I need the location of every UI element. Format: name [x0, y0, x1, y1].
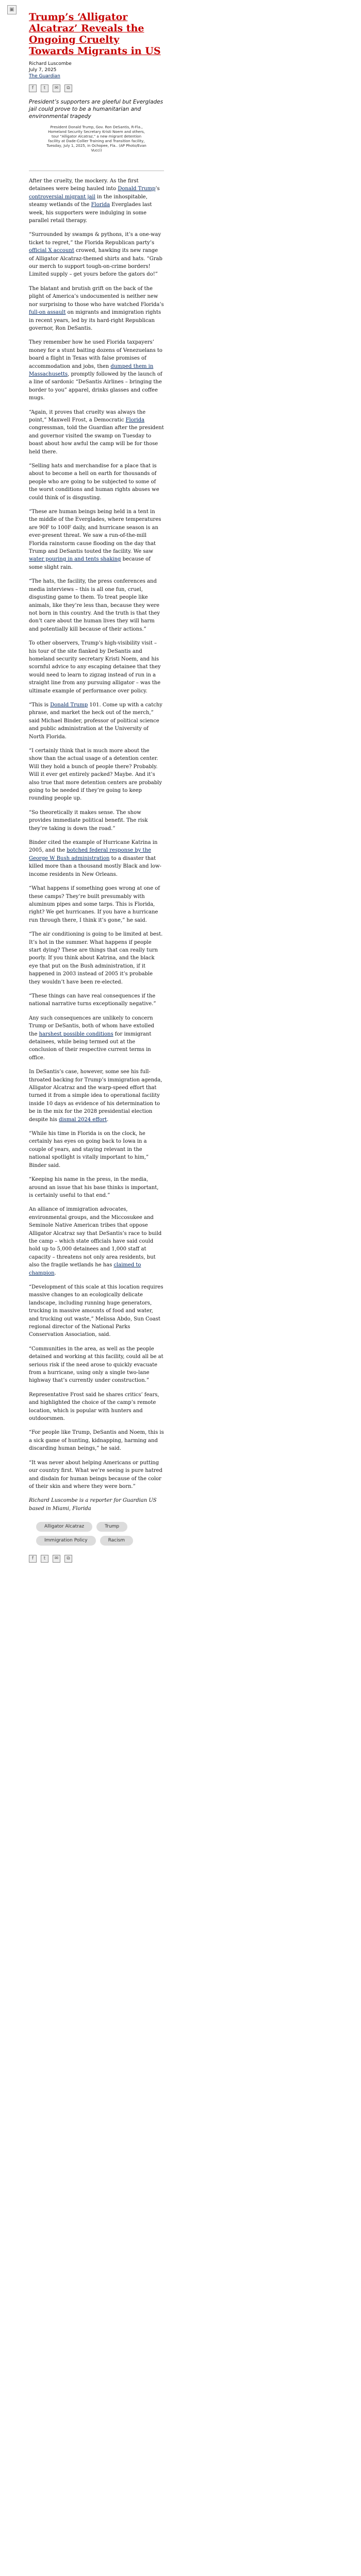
article-standfirst: President’s supporters are gleeful but Everglades jail could prove to be a humanitarian and environmental tragedy — [29, 99, 163, 120]
twitter-icon[interactable]: t — [41, 1555, 48, 1563]
inline-link[interactable]: claimed to champion — [29, 1262, 141, 1276]
paragraph-text: Representative Frost said he shares critics’ fears, and highlighted the choice of the camp’s remote location, which is popular with hunters and outdoorsmen. — [29, 1392, 159, 1422]
article-paragraph — [29, 639, 164, 695]
article-headline[interactable]: Trump’s ‘Alligator Alcatraz’ Reveals the Ongoing Cruelty Towards Migrants in US — [29, 11, 161, 57]
paragraph-text: “It was never about helping Americans or putting our country first. What we’re seeing is pure hatred and disdain for human beings because of the color of their skin and where they were born.” — [29, 1460, 162, 1489]
article-paragraph — [29, 177, 164, 225]
article-date: July 7, 2025 — [29, 67, 57, 73]
article-paragraph — [29, 747, 164, 803]
paragraph-text: congressman, told the Guardian after the president and governor visited the swamp on Tuesday to boast about how awful the camp will be for those held there. — [29, 425, 164, 455]
article-paragraph — [29, 1345, 164, 1385]
inline-link[interactable]: Donald Trump — [118, 186, 156, 192]
tag-chip[interactable]: Immigration Policy — [36, 1536, 96, 1546]
email-share-icon[interactable]: ✉ — [53, 1555, 60, 1563]
paragraph-text: to a disaster that killed more than a thousand mostly Black and low-income residents in New Orleans. — [29, 855, 161, 877]
facebook-icon[interactable]: f — [29, 1555, 37, 1563]
article-paragraph — [29, 508, 164, 571]
paragraph-text: “While his time in Florida is on the clock, he certainly has eyes on going back to Iowa in a couple of years, and staying relevant in the national spotlight is vitally important to him,” Binder said. — [29, 1131, 149, 1168]
paragraph-text: because of some slight rain. — [29, 556, 151, 570]
tag-list — [36, 1522, 160, 1546]
paragraph-text: Binder cited the example of Hurricane Katrina in 2005, and the — [29, 840, 158, 854]
twitter-icon[interactable]: t — [41, 84, 48, 92]
paragraph-text: “The hats, the facility, the press conferences and media interviews – this is all one fun, cruel, disgusting game to them. To treat people like animals, like they’re less than, because they were not born in this country. And the truth is that they don’t care about the human lives they will harm and potentially kill because of their actions.” — [29, 579, 160, 632]
paragraph-text: “The air conditioning is going to be limited at best. It’s hot in the summer. What happens if people start dying? These are things that can really turn poorly. If you think about Katrina, and the black eye that put on the Bush administration, if it happened in 2003 instead of 2005 it’s probable they wouldn’t have been re-elected. — [29, 931, 163, 985]
paragraph-text: “What happens if something goes wrong at one of these camps? They’re built presumably with aluminum pipes and some tarps. This is Florida, right? We get hurricanes. If you have a hurricane run through there, I think it’s gone,” he said. — [29, 886, 160, 923]
author-bio: Richard Luscombe is a reporter for Guardian US based in Miami, Florida — [29, 1498, 157, 1512]
paragraph-text: In DeSantis’s case, however, some see his full-throated backing for Trump’s immigration agenda, Alligator Alcatraz and the warp-speed effort that turned it from a simple idea to operational facility inside 10 days as evidence of his determination to be in the mix for the 2028 presidential election despite his — [29, 1069, 162, 1123]
article-paragraph — [29, 1391, 164, 1423]
paragraph-text: “Surrounded by swamps & pythons, it’s a one-way ticket to regret,” the Florida Republican party’s — [29, 232, 161, 246]
article-paragraph — [29, 809, 164, 833]
article-paragraph — [29, 1206, 164, 1277]
inline-link[interactable]: harshest possible conditions — [39, 1031, 113, 1037]
paragraph-text: “Keeping his name in the press, in the media, around an issue that his base thinks is important, is certainly useful to that end.” — [29, 1177, 159, 1198]
inline-link[interactable]: full-on assault — [29, 310, 66, 316]
paragraph-text: , promptly followed by the launch of a line of sardonic “DeSantis Airlines – bringing the border to you” apparel, drinks glasses and coffee mugs. — [29, 371, 162, 401]
paragraph-text: 101. Come up with a catchy phrase, and market the heck out of the merch,” said Michael Binder, professor of political science and public administration at the University of North Florida. — [29, 702, 162, 740]
article-paragraph — [29, 285, 164, 332]
paragraph-text: Any such consequences are unlikely to concern Trump or DeSantis, both of whom have extolled the — [29, 1015, 154, 1037]
inline-link[interactable]: dismal 2024 effort — [59, 1116, 107, 1123]
inline-link[interactable]: Florida — [91, 202, 110, 208]
paragraph-text: “These are human beings being held in a tent in the middle of the Everglades, where temperatures are 90F to 100F daily, and hurricane season is an ever-present threat. We saw a run-of-the-mill Florida rainstorm cause flooding on the day that Trump and DeSantis touted the facility. We saw — [29, 509, 161, 555]
article-paragraph — [29, 1130, 164, 1170]
article-paragraph — [29, 231, 164, 278]
paragraph-text: The blatant and brutish grift on the back of the plight of America’s undocumented is neither new nor surprising to those who have watched Florida’s — [29, 285, 164, 308]
inline-link[interactable]: dumped them in Massachusetts — [29, 363, 154, 377]
inline-link[interactable]: official X account — [29, 248, 74, 254]
article-paragraph — [29, 1459, 164, 1491]
article-paragraph — [29, 930, 164, 986]
article-paragraph — [29, 1068, 164, 1124]
paragraph-text: crowed, hawking its new range of Alligator Alcatraz-themed shirts and hats. “Grab our merch to support tough-on-crime borders! Limited supply – get yours before the gators do!” — [29, 248, 162, 278]
paragraph-text: “Development of this scale at this location requires massive changes to an ecologically delicate landscape, including running huge generators, trucking in massive amounts of food and water, and trucking out waste,” Melissa Abdo, Sun Coast regional director of the National Parks Conservation Association, said. — [29, 1284, 163, 1338]
image-caption: President Donald Trump, Gov. Ron DeSantis, R-Fla., Homeland Security Secretary Kristi Noem and others, tour "Alligator Alcatraz," a new migrant detention facility at Dade-Collier Training and Transition facility, Tuesday, July 1, 2025, in Ochopee, Fla.. (AP Photo/Evan Vucci) — [46, 125, 146, 152]
article-paragraph — [29, 1429, 164, 1452]
inline-link[interactable]: water pouring in and tents shaking — [29, 556, 121, 563]
paragraph-text: “This is — [29, 702, 51, 708]
article-paragraph — [29, 885, 164, 924]
paragraph-text: “Communities in the area, as well as the people detained and working at this facility, could all be at serious risk if the need arose to quickly evacuate from a hurricane, using only a single two-lane highway that’s currently under construction.” — [29, 1346, 163, 1384]
paragraph-text: “For people like Trump, DeSantis and Noem, this is a sick game of hunting, kidnapping, harming and discarding human beings,” he said. — [29, 1430, 164, 1452]
article-paragraph — [29, 1176, 164, 1199]
paragraph-text: “I certainly think that is much more about the show than the actual usage of a detention center. Will they hold a bunch of people there? Probably. Will it ever get entirely packed? Maybe. And it’s also true that more detention centers are probably going to be needed if they’re going to keep rounding people up. — [29, 748, 162, 802]
paragraph-text: “Again, it proves that cruelty was always the point,” Maxwell Frost, a Democratic — [29, 409, 146, 423]
article-paragraph — [29, 1014, 164, 1062]
paragraph-text: “Selling hats and merchandise for a place that is about to become a hell on earth for thousands of people who are going to be subjected to some of the worst conditions and human rights abuses we could think of is disgusting. — [29, 463, 159, 501]
paragraph-text: ’s — [155, 186, 160, 192]
paragraph-text: on migrants and immigration rights in recent years, led by its hard-right Republican governor, Ron DeSantis. — [29, 310, 161, 331]
social-share-row — [29, 84, 164, 92]
inline-link[interactable]: Donald Trump — [50, 702, 88, 708]
bottom-social-row — [29, 1555, 164, 1563]
email-share-icon[interactable]: ✉ — [53, 84, 60, 92]
paragraph-text: “These things can have real consequences if the national narrative turns exceptionally negative.” — [29, 993, 156, 1007]
newsletter-logo-icon: ▣ — [7, 5, 17, 14]
inline-link[interactable]: botched federal response by the George W Bush administration — [29, 848, 151, 861]
paragraph-text: in the inhospitable, steamy wetlands of the — [29, 194, 147, 208]
paragraph-text: Everglades last week, his supporters were indulging in some parallel retail therapy. — [29, 202, 152, 224]
paragraph-text: “So theoretically it makes sense. The show provides immediate political benefit. The risk they’re taking is down the road.” — [29, 809, 148, 832]
publication-link[interactable]: The Guardian — [29, 74, 60, 79]
tag-chip[interactable]: Racism — [100, 1536, 133, 1546]
facebook-icon[interactable]: f — [29, 84, 37, 92]
article-paragraph — [29, 409, 164, 456]
inline-link[interactable]: controversial migrant jail — [29, 194, 95, 200]
copy-link-icon[interactable]: ⧉ — [64, 84, 72, 92]
paragraph-text: After the cruelty, the mockery. As the first detainees were being hauled into — [29, 178, 139, 192]
paragraph-text: They remember how he used Florida taxpayers’ money for a stunt baiting dozens of Venezuelans to board a flight in Texas with false promises of accommodation and jobs, then — [29, 340, 162, 369]
tag-chip[interactable]: Alligator Alcatraz — [36, 1522, 92, 1532]
article-paragraph — [29, 1283, 164, 1339]
article-paragraph — [29, 992, 164, 1008]
article-body — [29, 177, 164, 1490]
paragraph-text: . — [107, 1116, 109, 1123]
paragraph-text: . — [54, 1270, 56, 1276]
article-paragraph — [29, 578, 164, 633]
tag-chip[interactable]: Trump — [96, 1522, 127, 1532]
inline-link[interactable]: Florida — [125, 417, 145, 423]
article-paragraph — [29, 338, 164, 402]
article-paragraph — [29, 839, 164, 878]
article-paragraph — [29, 462, 164, 502]
paragraph-text: An alliance of immigration advocates, environmental groups, and the Miccosukee and Seminole Native American tribes that oppose Alligator Alcatraz say that DeSantis’s race to build the camp – which state officials have said could hold up to 5,000 detainees and 1,000 staff at capacity – threatens not only area residents, but also the fragile wetlands he has — [29, 1207, 162, 1268]
article-column — [29, 11, 164, 1563]
copy-link-icon[interactable]: ⧉ — [64, 1555, 72, 1563]
paragraph-text: for immigrant detainees, while being termed out at the conclusion of their respective current terms in office. — [29, 1031, 152, 1061]
article-author: Richard Luscombe — [29, 61, 72, 66]
article-paragraph — [29, 701, 164, 741]
paragraph-text: To other observers, Trump’s high-visibility visit – his tour of the site flanked by DeSantis and homeland security secretary Kristi Noem, and his scornful advice to any escaping detainee that they would need to learn to zigzag instead of run in a straight line from any pursuing alligator – was the ultimate example of performance over policy. — [29, 640, 161, 694]
